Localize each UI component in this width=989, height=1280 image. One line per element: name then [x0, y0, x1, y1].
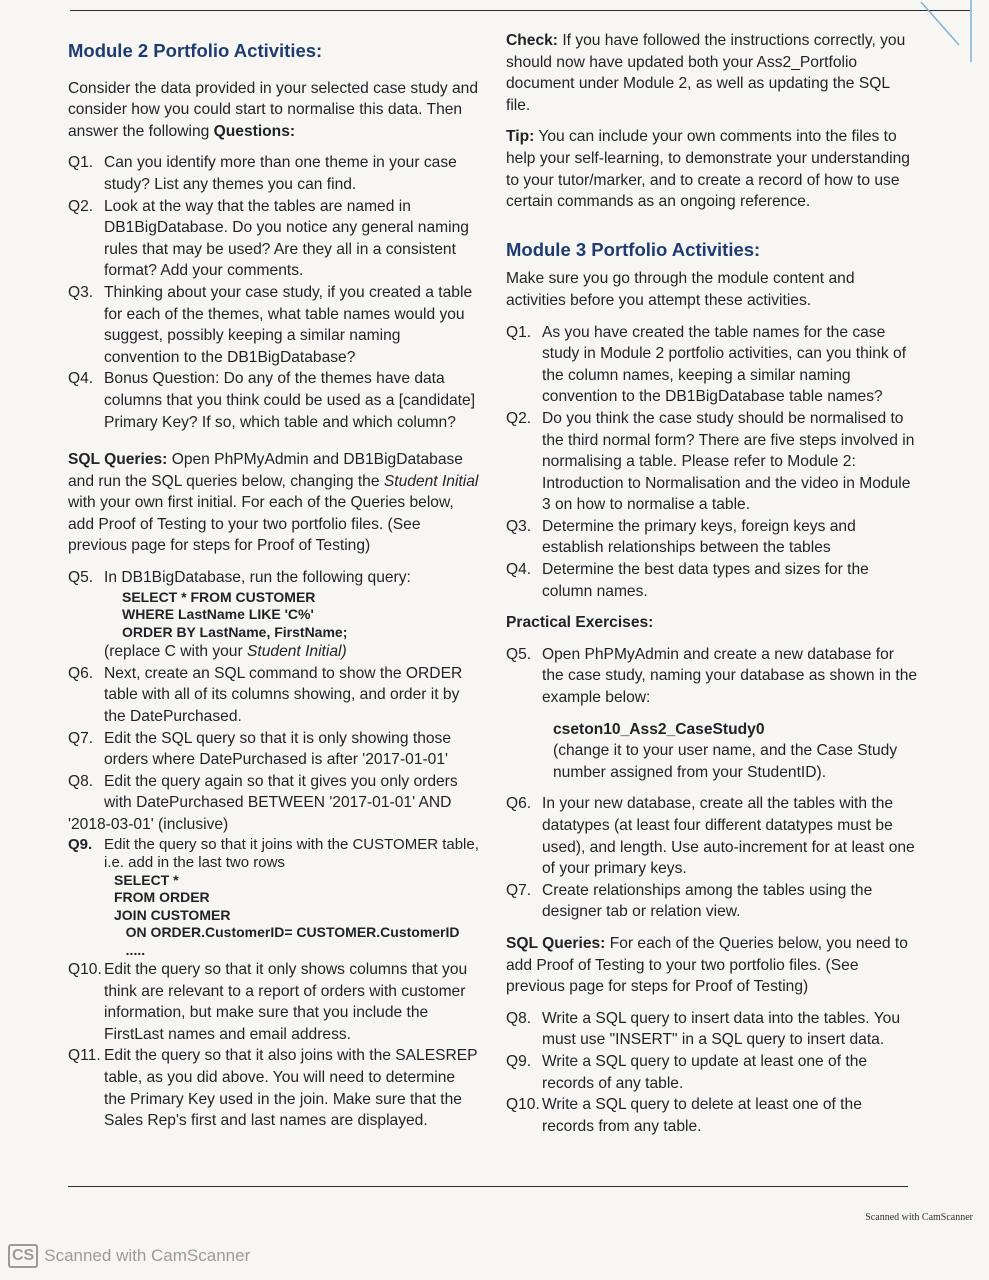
database-name-note: (change it to your user name, and the Case Study number assigned from your StudentID).: [553, 742, 898, 781]
m3-question-9: Q9. Write a SQL query to update at least one of the records of any table.: [506, 1052, 868, 1092]
camscanner-logo-icon: CS: [8, 1244, 38, 1268]
m3-sql-instructions: SQL Queries: For each of the Queries below, you need to add Proof of Testing to your two portfolio files. (See previous page for steps for Proof of Testing): [506, 934, 908, 996]
right-column: [506, 30, 918, 1137]
module2-intro: Consider the data provided in your selected case study and consider how you could start to normalise this data. Then answer the following Questions:: [68, 79, 479, 140]
m3-question-10: Q10. Write a SQL query to delete at least one of the records from any table.: [506, 1096, 862, 1135]
m2-question-10: Q10. Edit the query so that it only shows columns that you think are relevant to a report of orders with customer information, but make sure that you include the FirstLast names and email address.: [68, 961, 468, 1043]
practical-exercises-label: Practical Exercises:: [506, 614, 654, 632]
m2-question-11: Q11. Edit the query so that it also joins with the SALESREP table, as you did above. You will need to determine the Primary Key used in the join. Make sure that the Sales Rep's first and last names are displayed.: [68, 1047, 478, 1130]
scanned-watermark-small: Scanned with CamScanner: [865, 1212, 973, 1223]
camscanner-text: Scanned with CamScanner: [44, 1246, 251, 1265]
m2-question-7: Q7. Edit the SQL query so that it is only showing those orders where DatePurchased is after '2017-01-01': [68, 729, 452, 769]
m3-question-5: Q5. Open PhPMyAdmin and create a new database for the case study, naming your database as shown in the example below:: [506, 645, 918, 707]
m2-question-5: Q5. In DB1BigDatabase, run the following query:: [68, 569, 411, 587]
m3-question-2: Q2. Do you think the case study should be normalised to the third normal form? There are five steps involved in normalising a table. Please refer to Module 2: Introduction to Normalisation and the video in Module 3 on how to normalise a table.: [506, 409, 915, 514]
module3-intro: Make sure you go through the module content and activities before you attempt these activities.: [506, 270, 855, 309]
m3-question-3: Q3. Determine the primary keys, foreign keys and establish relationships between the tables: [506, 517, 856, 557]
m2-question-2: Q2. Look at the way that the tables are named in DB1BigDatabase. Do you notice any general naming rules that may be used? Are they all in a consistent format? Add your comments.: [68, 197, 469, 280]
m2-sql-instructions: SQL Queries: Open PhPMyAdmin and DB1BigDatabase and run the SQL queries below, changing the Student Initial with your own first initial. For each of the Queries below, add Proof of Testing to your two portfolio files. (See previous page for steps for Proof of Testing): [68, 451, 479, 555]
m2-question-6: Q6. Next, create an SQL command to show the ORDER table with all of its columns showing, and order it by the DatePurchased.: [68, 664, 463, 725]
check-note: Check: If you have followed the instructions correctly, you should now have updated both your Ass2_Portfolio document under Module 2, as well as updating the SQL file.: [506, 32, 906, 114]
m3-question-8: Q8. Write a SQL query to insert data into the tables. You must use "INSERT" in a SQL query to insert data.: [506, 1009, 901, 1049]
example-database-name: cseton10_Ass2_CaseStudy0: [553, 720, 765, 738]
m2-question-9: Q9. Edit the query so that it joins with the CUSTOMER table, i.e. add in the last two rows: [68, 835, 479, 871]
bottom-rule: [68, 1186, 908, 1187]
m3-question-7: Q7. Create relationships among the tables using the designer tab or relation view.: [506, 881, 873, 921]
corner-decoration: [919, 0, 979, 70]
m3-question-1: Q1. As you have created the table names for the case study in Module 2 portfolio activities, can you think of the column names, keeping a similar naming convention to the DB1BigDatabase table names?: [506, 323, 907, 406]
camscanner-watermark: [8, 1244, 250, 1268]
m3-question-6: Q6. In your new database, create all the tables with the datatypes (at least four different datatypes must be used), and length. Use auto-increment for at least one of your primary keys.: [506, 795, 915, 878]
tip-note: Tip: You can include your own comments into the files to help your self-learning, to demonstrate your understanding to your tutor/marker, and to create a record of how to use certain commands as an ongoing reference.: [506, 128, 910, 211]
q8-continuation: '2018-03-01' (inclusive): [68, 815, 229, 833]
m2-question-4: Q4. Bonus Question: Do any of the themes have data columns that you think could be used as a [candidate] Primary Key? If so, which table and which column?: [68, 370, 476, 431]
m2-question-8: Q8. Edit the query again so that it gives you only orders with DatePurchased BETWEEN '2017-01-01' AND: [68, 772, 458, 812]
q9-sql-code: SELECT * FROM ORDER JOIN CUSTOMER ON ORDER.CustomerID= CUSTOMER.CustomerID .....: [114, 871, 460, 958]
m2-question-3: Q3. Thinking about your case study, if you created a table for each of the themes, what table names would you suggest, possibly keeping a similar naming convention to the DB1BigDatabase?: [68, 283, 473, 366]
q5-note: (replace C with your Student Initial): [104, 643, 347, 661]
m3-question-4: Q4. Determine the best data types and sizes for the column names.: [506, 561, 869, 600]
module2-heading: Module 2 Portfolio Activities:: [68, 40, 323, 61]
m2-question-1: Q1. Can you identify more than one theme in your case study? List any themes you can find.: [68, 154, 457, 193]
left-column: [68, 36, 480, 1132]
top-rule: [70, 10, 970, 11]
q5-sql-code: SELECT * FROM CUSTOMER WHERE LastName LIKE 'C%' ORDER BY LastName, FirstName;: [122, 588, 348, 640]
module3-heading: Module 3 Portfolio Activities:: [506, 238, 761, 260]
